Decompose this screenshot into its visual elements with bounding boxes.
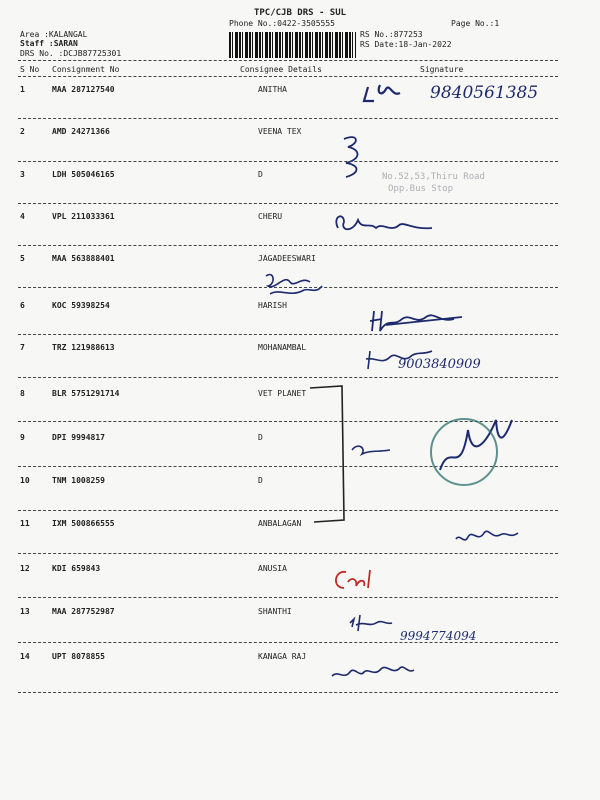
row-consignment-no: MAA 563888401 [52,254,115,263]
row-consignment-no: BLR 5751291714 [52,389,120,398]
table-row [0,343,600,385]
row-sno: 12 [20,564,30,573]
doc-title: TPC/CJB DRS - SUL [253,8,347,18]
divider [18,642,558,643]
row-consignment-no: MAA 287127540 [52,85,115,94]
phone-number: Phone No.:0422-3505555 [229,19,335,28]
area-label: Area :KALANGAL [20,30,88,39]
divider [18,553,558,554]
drs-number: DRS No. :DCJB87725301 [20,49,122,58]
col-sno: S No [20,65,40,74]
row-consignee: CHERU [258,212,283,221]
signature-scribble [330,206,590,246]
row-sno: 14 [20,652,30,661]
divider [18,334,558,335]
divider [18,597,558,598]
row-consignee: VET PLANET [258,389,307,398]
row-consignment-no: IXM 500866555 [52,519,115,528]
row-sno: 2 [20,127,25,136]
staff-label: Staff :SARAN [20,39,78,48]
divider [18,692,558,693]
divider [18,118,558,119]
row-sno: 13 [20,607,30,616]
page-number: Page No.:1 [451,19,500,28]
divider [18,76,558,77]
divider [18,245,558,246]
col-consignment: Consignment No [52,65,120,74]
table-row [0,652,600,694]
row-sno: 6 [20,301,25,310]
signature-scribble [330,646,590,686]
row-consignee: MOHANAMBAL [258,343,307,352]
stamp-line2: Opp.Bus Stop [388,184,454,194]
row-sno: 8 [20,389,25,398]
row-consignee: ANBALAGAN [258,519,302,528]
row-consignee: D [258,170,263,179]
row-sno: 10 [20,476,30,485]
col-consignee: Consignee Details [240,65,322,74]
signature-phone: 9840561385 [430,83,539,103]
row-consignee: D [258,433,263,442]
row-sno: 9 [20,433,25,442]
row-consignment-no: UPT 8078855 [52,652,105,661]
row-consignment-no: LDH 505046165 [52,170,115,179]
row-sno: 3 [20,170,25,179]
signature-scribble [330,295,590,335]
divider [18,377,558,378]
row-consignment-no: VPL 211033361 [52,212,115,221]
row-consignee: HARISH [258,301,287,310]
stamp-line1: No.52,53,Thiru Road [382,172,485,182]
signature-phone: 9003840909 [398,357,481,372]
signature-scribble [330,558,590,598]
row-consignment-no: KDI 659843 [52,564,101,573]
row-consignment-no: AMD 24271366 [52,127,110,136]
row-consignment-no: TRZ 121988613 [52,343,115,352]
row-consignee: VEENA TEX [258,127,302,136]
divider [18,203,558,204]
row-sno: 7 [20,343,25,352]
row-consignee: JAGADEESWARI [258,254,316,263]
row-consignment-no: TNM 1008259 [52,476,105,485]
signature-scribble [260,268,330,298]
row-sno: 1 [20,85,25,94]
row-consignment-no: KOC 59398254 [52,301,110,310]
row-sno: 4 [20,212,25,221]
row-consignee: KANAGA RAJ [258,652,307,661]
signature-scribble [330,513,590,553]
table-row [0,564,600,606]
row-consignee: SHANTHI [258,607,292,616]
row-consignment-no: DPI 9994817 [52,433,105,442]
table-row [0,212,600,254]
table-row [0,519,600,561]
row-consignee: ANITHA [258,85,287,94]
barcode [229,32,356,58]
divider [18,60,558,61]
row-consignment-no: MAA 287752987 [52,607,115,616]
row-sno: 11 [20,519,30,528]
row-sno: 5 [20,254,25,263]
row-consignee: ANUSIA [258,564,287,573]
rs-date: RS Date:18-Jan-2022 [360,40,452,49]
rs-number: RS No.:877253 [360,30,423,39]
row-consignee: D [258,476,263,485]
signature-phone: 9994774094 [400,629,477,643]
round-stamp [430,418,498,486]
col-signature: Signature [420,65,464,74]
